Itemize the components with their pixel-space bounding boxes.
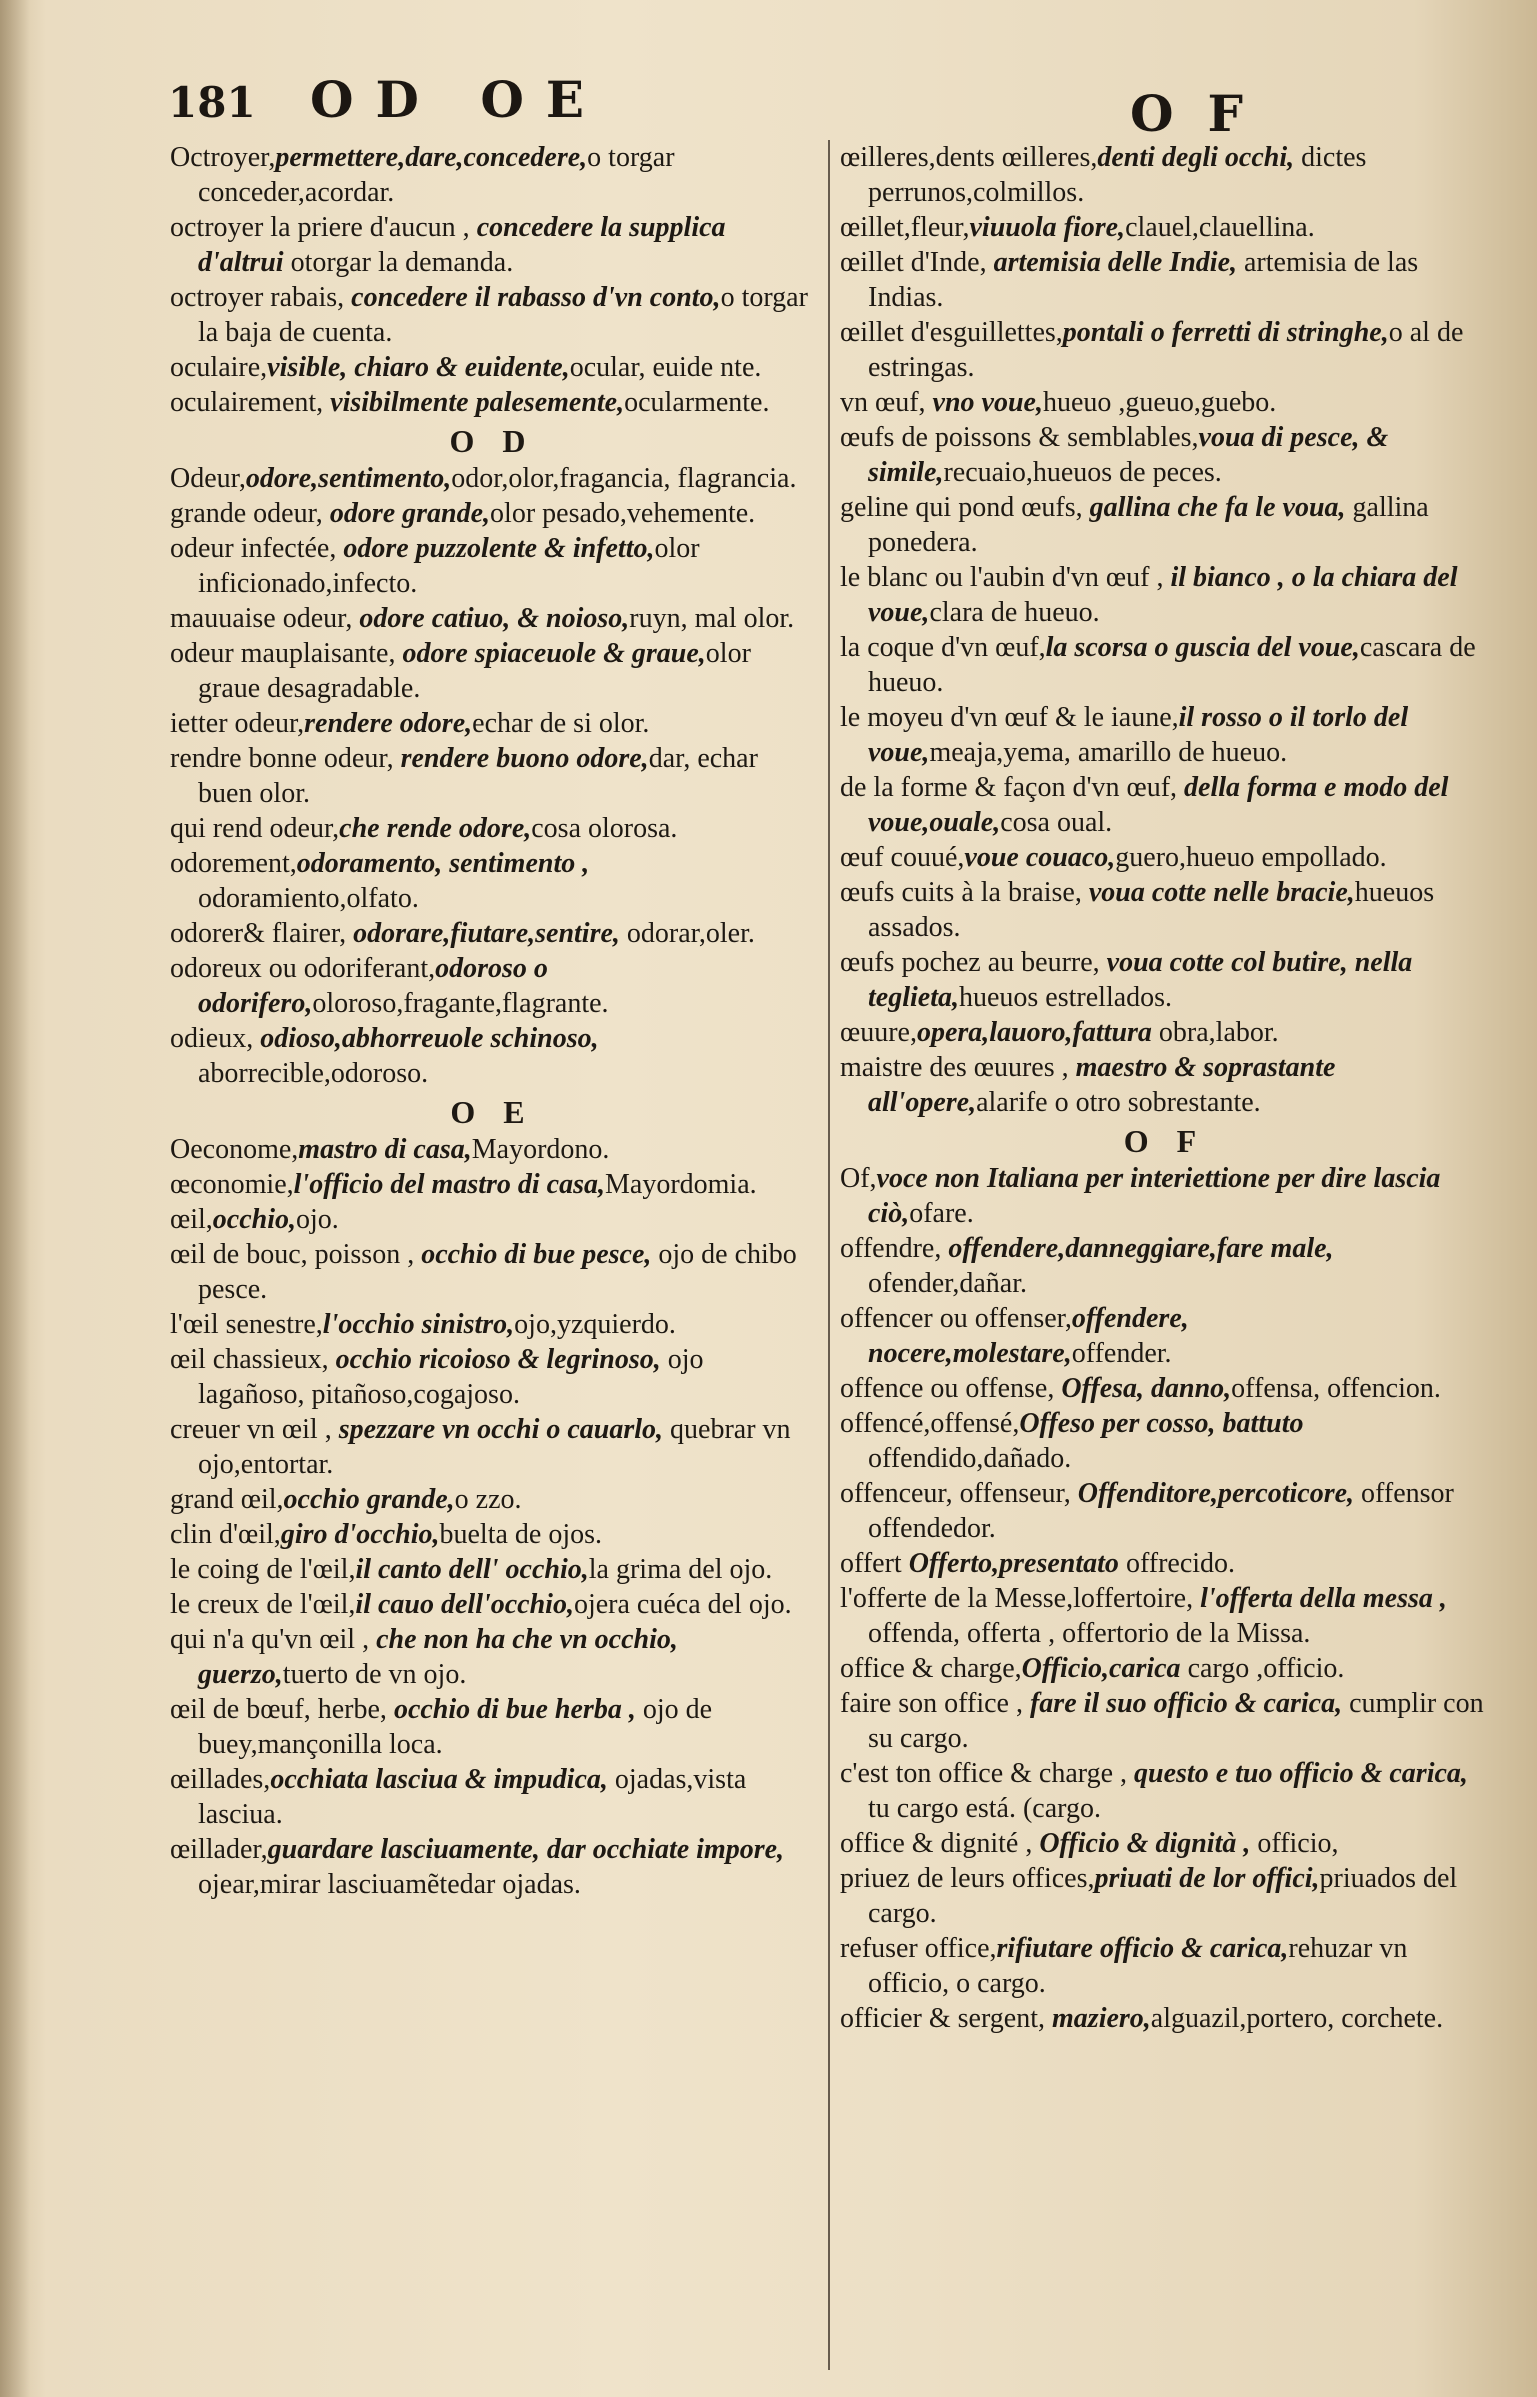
french-term: rendre bonne odeur, — [170, 743, 401, 774]
italian-translation: vno voue, — [932, 387, 1043, 418]
left-running-head: OD OE — [310, 70, 606, 129]
french-term: œillet,fleur, — [840, 212, 970, 243]
dictionary-entry — [840, 1015, 1490, 1050]
spanish-translation: o zzo. — [454, 1484, 522, 1515]
spanish-translation: olor inficionado,infecto. — [198, 533, 700, 599]
french-term: le coing de l'œil, — [170, 1554, 356, 1585]
spanish-translation: ojo,yzquierdo. — [514, 1309, 676, 1340]
dictionary-entry — [170, 210, 815, 280]
dictionary-entry — [840, 315, 1490, 385]
italian-translation: spezzare vn occhi o cauarlo, — [338, 1414, 671, 1445]
dictionary-entry — [170, 1132, 815, 1167]
dictionary-entry — [840, 1931, 1490, 2001]
french-term: octroyer rabais, — [170, 282, 352, 313]
spanish-translation: olor graue desagradable. — [198, 638, 751, 704]
spanish-translation: hueuos assados. — [868, 877, 1435, 943]
french-term: offert — [840, 1548, 909, 1579]
italian-translation: odoramento, sentimento , — [296, 848, 590, 879]
spanish-translation: ojera cuéca del ojo. — [573, 1589, 792, 1620]
spanish-translation: alarife o otro sobrestante. — [976, 1087, 1261, 1118]
dictionary-entry — [840, 1826, 1490, 1861]
spanish-translation: offrecido. — [1125, 1548, 1236, 1579]
dictionary-entry — [840, 1686, 1490, 1756]
dictionary-entry — [840, 1371, 1490, 1406]
italian-translation: la scorsa o guscia del voue, — [1045, 632, 1360, 663]
italian-translation: fare il suo officio & carica, — [1029, 1688, 1350, 1719]
dictionary-entry — [170, 1021, 815, 1091]
spanish-translation: cosa oual. — [1000, 807, 1113, 838]
dictionary-entry — [840, 385, 1490, 420]
dictionary-entry — [170, 706, 815, 741]
spanish-translation: cascara de hueuo. — [868, 632, 1476, 698]
french-term: maistre des œuures , — [840, 1052, 1076, 1083]
dictionary-entry — [840, 1050, 1490, 1120]
dictionary-entry — [840, 630, 1490, 700]
italian-translation: della forma e modo del voue,ouale, — [868, 772, 1449, 838]
italian-translation: occhio grande, — [283, 1484, 455, 1515]
spanish-translation: clauel,clauellina. — [1125, 212, 1315, 243]
spanish-translation: oloroso,fragante,flagrante. — [312, 988, 609, 1019]
italian-translation: l'offerta della messa , — [1200, 1583, 1447, 1614]
spanish-translation: ofare. — [909, 1198, 974, 1229]
spanish-translation: offensor offendedor. — [868, 1478, 1454, 1544]
italian-translation: rendere odore, — [304, 708, 473, 739]
french-term: offencé,offensé, — [840, 1408, 1020, 1439]
french-term: Octroyer, — [170, 142, 276, 173]
dictionary-entry — [840, 2001, 1490, 2036]
spanish-translation: meaja,yema, amarillo de hueuo. — [929, 737, 1288, 768]
spanish-translation: la grima del ojo. — [588, 1554, 773, 1585]
french-term: oculairement, — [170, 387, 331, 418]
dictionary-entry — [170, 1832, 815, 1902]
italian-translation: odore grande, — [329, 498, 491, 529]
dictionary-entry — [840, 1406, 1490, 1476]
italian-translation: denti degli occhi, — [1097, 142, 1302, 173]
italian-translation: guardare lasciuamente, dar occhiate impore, — [267, 1834, 785, 1865]
right-column — [840, 140, 1490, 2380]
french-term: qui rend odeur, — [170, 813, 340, 844]
spanish-translation: ocularmente. — [624, 387, 770, 418]
dictionary-entry — [840, 490, 1490, 560]
french-term: refuser office, — [840, 1933, 997, 1964]
spanish-translation: rehuzar vn officio, o cargo. — [868, 1933, 1408, 1999]
italian-translation: occhiata lasciua & impudica, — [270, 1764, 615, 1795]
french-term: œilleres,dents œilleres, — [840, 142, 1098, 173]
french-term: officier & sergent, — [840, 2003, 1053, 2034]
right-running-head: OF — [1130, 84, 1278, 143]
spanish-translation: Mayordono. — [471, 1134, 610, 1165]
spanish-translation: buelta de ojos. — [439, 1519, 603, 1550]
italian-translation: questo e tuo officio & carica, — [1134, 1758, 1468, 1789]
spanish-translation: tu cargo está. (cargo. — [868, 1793, 1101, 1824]
spanish-translation: otorgar la demanda. — [290, 247, 514, 278]
dictionary-entry — [840, 140, 1490, 210]
italian-translation: Officio & dignità , — [1039, 1828, 1258, 1859]
italian-translation: il bianco , o la chiara del voue, — [868, 562, 1458, 628]
french-term: mauuaise odeur, — [170, 603, 360, 634]
page-number: 181 — [168, 78, 256, 127]
italian-translation: Offenditore,percoticore, — [1077, 1478, 1362, 1509]
french-term: œufs pochez au beurre, — [840, 947, 1107, 978]
italian-translation: l'occhio sinistro, — [322, 1309, 515, 1340]
dictionary-entry — [840, 1756, 1490, 1826]
dictionary-entry — [170, 496, 815, 531]
italian-translation: odoroso o odorifero, — [198, 953, 548, 1019]
left-column — [170, 140, 815, 2380]
spanish-translation: alguazil,portero, corchete. — [1150, 2003, 1444, 2034]
spanish-translation: quebrar vn ojo,entortar. — [198, 1414, 791, 1480]
italian-translation: odioso,abhorreuole schinoso, — [260, 1023, 599, 1054]
italian-translation: occhio, — [212, 1204, 296, 1235]
italian-translation: odore puzzolente & infetto, — [343, 533, 655, 564]
italian-translation: visible, chiaro & euidente, — [267, 352, 570, 383]
dictionary-entry — [170, 1482, 815, 1517]
dictionary-entry — [170, 140, 815, 210]
dictionary-entry — [170, 1342, 815, 1412]
spanish-translation: priuados del cargo. — [868, 1863, 1458, 1929]
french-term: la coque d'vn œuf, — [840, 632, 1046, 663]
french-term: odieux, — [170, 1023, 261, 1054]
italian-translation: Officio,carica — [1021, 1653, 1188, 1684]
french-term: offendre, — [840, 1233, 949, 1264]
dictionary-entry — [840, 770, 1490, 840]
spanish-translation: ojear,mirar lasciuamẽtedar ojadas. — [198, 1869, 581, 1900]
dictionary-entry — [170, 1692, 815, 1762]
french-term: c'est ton office & charge , — [840, 1758, 1135, 1789]
page-header — [160, 70, 1497, 143]
dictionary-entry — [840, 1581, 1490, 1651]
dictionary-entry — [840, 1476, 1490, 1546]
italian-translation: rendere buono odore, — [400, 743, 649, 774]
italian-translation: il rosso o il torlo del voue, — [868, 702, 1409, 768]
dictionary-entry — [170, 350, 815, 385]
italian-translation: opera,lauoro,fattura — [916, 1017, 1159, 1048]
french-term: Oeconome, — [170, 1134, 299, 1165]
spanish-translation: o torgar la baja de cuenta. — [198, 282, 808, 348]
french-term: Of, — [840, 1163, 877, 1194]
spanish-translation: clara de hueuo. — [929, 597, 1100, 628]
french-term: le blanc ou l'aubin d'vn œuf , — [840, 562, 1171, 593]
spanish-translation: offendido,dañado. — [868, 1443, 1072, 1474]
french-term: odorer& flairer, — [170, 918, 354, 949]
french-term: œillet d'Inde, — [840, 247, 994, 278]
dictionary-entry — [840, 1651, 1490, 1686]
italian-translation: odore spiaceuole & graue, — [402, 638, 706, 669]
dictionary-entry — [840, 840, 1490, 875]
spanish-translation: offender. — [1071, 1338, 1172, 1369]
italian-translation: il canto dell' occhio, — [355, 1554, 589, 1585]
italian-translation: mastro di casa, — [298, 1134, 472, 1165]
dictionary-entry — [840, 1301, 1490, 1371]
dictionary-entry — [170, 461, 815, 496]
french-term: le moyeu d'vn œuf & le iaune, — [840, 702, 1179, 733]
french-term: creuer vn œil , — [170, 1414, 339, 1445]
binding-shadow — [0, 0, 30, 2397]
french-term: vn œuf, — [840, 387, 933, 418]
french-term: offenceur, offenseur, — [840, 1478, 1078, 1509]
spanish-translation: offenda, offerta , offertorio de la Missa. — [868, 1618, 1311, 1649]
italian-translation: odore,sentimento, — [245, 463, 452, 494]
dictionary-entry — [840, 1161, 1490, 1231]
spanish-translation: odoramiento,olfato. — [198, 883, 419, 914]
column-divider — [828, 140, 830, 2370]
dictionary-entry — [170, 916, 815, 951]
italian-translation: visibilmente palesemente, — [330, 387, 625, 418]
spanish-translation: hueuos estrellados. — [958, 982, 1173, 1013]
spanish-translation: recuaio,hueuos de peces. — [943, 457, 1222, 488]
spanish-translation: odor,olor,fragancia, flagrancia. — [451, 463, 797, 494]
dictionary-entry — [170, 741, 815, 811]
french-term: office & dignité , — [840, 1828, 1040, 1859]
section-heading: O D — [449, 423, 536, 459]
french-term: œufs cuits à la braise, — [840, 877, 1089, 908]
dictionary-entry — [170, 531, 815, 601]
italian-translation: concedere la supplica d'altrui — [198, 212, 726, 278]
spanish-translation: o al de estringas. — [868, 317, 1464, 383]
dictionary-entry — [840, 875, 1490, 945]
french-term: clin d'œil, — [170, 1519, 281, 1550]
spanish-translation: ojo de buey,mançonilla loca. — [198, 1694, 713, 1760]
dictionary-entry — [170, 1552, 815, 1587]
dictionary-entry — [170, 1587, 815, 1622]
dictionary-entry — [170, 1202, 815, 1237]
french-term: odoreux ou odoriferant, — [170, 953, 436, 984]
italian-translation: concedere il rabasso d'vn conto, — [351, 282, 721, 313]
spanish-translation: ojadas,vista lasciua. — [198, 1764, 747, 1830]
french-term: l'offerte de la Messe,loffertoire, — [840, 1583, 1201, 1614]
french-term: œillader, — [170, 1834, 268, 1865]
italian-translation: giro d'occhio, — [280, 1519, 440, 1550]
french-term: oculaire, — [170, 352, 268, 383]
dictionary-entry — [840, 1861, 1490, 1931]
french-term: priuez de leurs offices, — [840, 1863, 1095, 1894]
spanish-translation: ofender,dañar. — [868, 1268, 1028, 1299]
spanish-translation: ojo de chibo pesce. — [198, 1239, 797, 1305]
french-term: qui n'a qu'vn œil , — [170, 1624, 377, 1655]
french-term: offencer ou offenser, — [840, 1303, 1072, 1334]
dictionary-entry — [170, 1167, 815, 1202]
italian-translation: priuati de lor offici, — [1094, 1863, 1320, 1894]
italian-translation: gallina che fa le voua, — [1089, 492, 1353, 523]
dictionary-entry — [840, 560, 1490, 630]
italian-translation: offendere,danneggiare,fare male, — [948, 1233, 1334, 1264]
french-term: œillades, — [170, 1764, 271, 1795]
french-term: œil de bouc, poisson , — [170, 1239, 422, 1270]
french-term: office & charge, — [840, 1653, 1022, 1684]
french-term: le creux de l'œil, — [170, 1589, 356, 1620]
spanish-translation: ojo. — [296, 1204, 339, 1235]
italian-translation: occhio ricoioso & legrinoso, — [335, 1344, 668, 1375]
italian-translation: Offeso per cosso, battuto — [1019, 1408, 1304, 1439]
french-term: faire son office , — [840, 1688, 1030, 1719]
spanish-translation: hueuo ,gueuo,guebo. — [1042, 387, 1277, 418]
italian-translation: viuuola fiore, — [969, 212, 1126, 243]
spanish-translation: tuerto de vn ojo. — [282, 1659, 467, 1690]
italian-translation: pontali o ferretti di stringhe, — [1062, 317, 1389, 348]
italian-translation: voue couaco, — [964, 842, 1116, 873]
french-term: offence ou offense, — [840, 1373, 1062, 1404]
italian-translation: maestro & soprastante all'opere, — [868, 1052, 1336, 1118]
dictionary-entry — [170, 385, 815, 420]
italian-translation: odorare,fiutare,sentire, — [353, 918, 627, 949]
section-heading: O F — [1123, 1123, 1207, 1159]
french-term: grand œil, — [170, 1484, 284, 1515]
french-term: œuf couué, — [840, 842, 965, 873]
italian-translation: occhio di bue herba , — [393, 1694, 643, 1725]
french-term: geline qui pond œufs, — [840, 492, 1090, 523]
italian-translation: maziero, — [1052, 2003, 1151, 2034]
italian-translation: artemisia delle Indie, — [993, 247, 1244, 278]
spanish-translation: gallina ponedera. — [868, 492, 1429, 558]
dictionary-entry — [840, 1546, 1490, 1581]
dictionary-entry — [170, 280, 815, 350]
french-term: odorement, — [170, 848, 297, 879]
italian-translation: il cauo dell'occhio, — [355, 1589, 574, 1620]
spanish-translation: ojo lagañoso, pitañoso,cogajoso. — [198, 1344, 704, 1410]
french-term: odeur mauplaisante, — [170, 638, 403, 669]
dictionary-entry — [170, 1307, 815, 1342]
spanish-translation: offensa, offencion. — [1231, 1373, 1441, 1404]
french-term: Odeur, — [170, 463, 246, 494]
french-term: œil chassieux, — [170, 1344, 336, 1375]
dictionary-entry — [840, 420, 1490, 490]
italian-translation: Offesa, danno, — [1061, 1373, 1232, 1404]
spanish-translation: guero,hueuo empollado. — [1115, 842, 1387, 873]
spanish-translation: ocular, euide nte. — [569, 352, 762, 383]
dictionary-entry — [170, 811, 815, 846]
french-term: œconomie, — [170, 1169, 294, 1200]
spanish-translation: cosa olorosa. — [531, 813, 678, 844]
italian-translation: voce non Italiana per interiettione per dire lascia ciò, — [868, 1163, 1441, 1229]
dictionary-entry — [170, 1412, 815, 1482]
spanish-translation: ruyn, mal olor. — [629, 603, 795, 634]
spanish-translation: dictes perrunos,colmillos. — [868, 142, 1367, 208]
french-term: l'œil senestre, — [170, 1309, 323, 1340]
italian-translation: Offerto,presentato — [908, 1548, 1126, 1579]
spanish-translation: echar de si olor. — [472, 708, 650, 739]
spanish-translation: olor pesado,vehemente. — [490, 498, 756, 529]
italian-translation: permettere,dare,concedere, — [275, 142, 588, 173]
italian-translation: odore catiuo, & noioso, — [359, 603, 630, 634]
spanish-translation: dar, echar buen olor. — [198, 743, 758, 809]
dictionary-entry — [170, 636, 815, 706]
french-term: œufs de poissons & semblables, — [840, 422, 1199, 453]
italian-translation: l'officio del mastro di casa, — [293, 1169, 605, 1200]
spanish-translation: cargo ,officio. — [1187, 1653, 1345, 1684]
italian-translation: voua di pesce, & simile, — [868, 422, 1389, 488]
italian-translation: che non ha che vn occhio, guerzo, — [198, 1624, 678, 1690]
dictionary-entry — [840, 245, 1490, 315]
dictionary-entry — [170, 846, 815, 916]
french-term: œil de bœuf, herbe, — [170, 1694, 394, 1725]
french-term: octroyer la priere d'aucun , — [170, 212, 477, 243]
spanish-translation: aborrecible,odoroso. — [198, 1058, 429, 1089]
dictionary-entry — [170, 1517, 815, 1552]
italian-translation: voua cotte col butire, nella teglieta, — [868, 947, 1413, 1013]
spanish-translation: artemisia de las Indias. — [868, 247, 1419, 313]
section-heading: O E — [450, 1094, 535, 1130]
dictionary-entry — [170, 1237, 815, 1307]
french-term: de la forme & façon d'vn œuf, — [840, 772, 1185, 803]
french-term: grande odeur, — [170, 498, 330, 529]
spanish-translation: cumplir con su cargo. — [868, 1688, 1484, 1754]
french-term: odeur infectée, — [170, 533, 344, 564]
italian-translation: occhio di bue pesce, — [421, 1239, 659, 1270]
dictionary-entry — [840, 700, 1490, 770]
italian-translation: voua cotte nelle bracie, — [1088, 877, 1355, 908]
dictionary-entry — [840, 1231, 1490, 1301]
spanish-translation: obra,labor. — [1158, 1017, 1279, 1048]
italian-translation: offendere, nocere,molestare, — [868, 1303, 1189, 1369]
dictionary-entry — [170, 1622, 815, 1692]
spanish-translation: odorar,oler. — [626, 918, 755, 949]
spanish-translation: Mayordomia. — [605, 1169, 757, 1200]
spanish-translation: o torgar conceder,acordar. — [198, 142, 675, 208]
spanish-translation: officio, — [1257, 1828, 1339, 1859]
dictionary-entry — [170, 951, 815, 1021]
italian-translation: rifiutare officio & carica, — [996, 1933, 1289, 1964]
dictionary-entry — [170, 1762, 815, 1832]
french-term: œillet d'esguillettes, — [840, 317, 1063, 348]
dictionary-entry — [840, 945, 1490, 1015]
dictionary-entry — [840, 210, 1490, 245]
french-term: œuure, — [840, 1017, 917, 1048]
french-term: œil, — [170, 1204, 213, 1235]
french-term: ietter odeur, — [170, 708, 305, 739]
dictionary-entry — [170, 601, 815, 636]
italian-translation: che rende odore, — [339, 813, 532, 844]
